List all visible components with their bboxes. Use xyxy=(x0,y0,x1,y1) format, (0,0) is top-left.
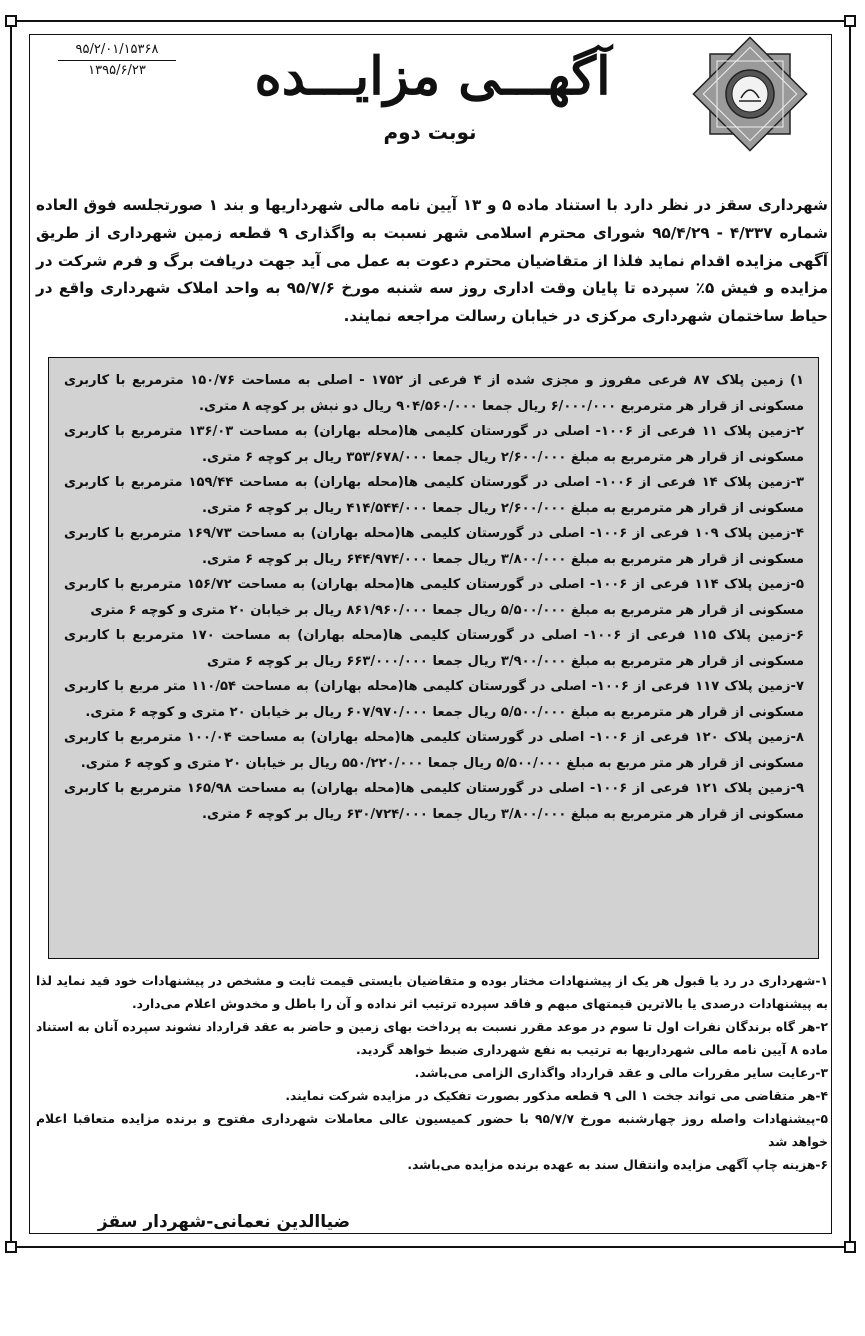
list-item: ۶-زمین پلاک ۱۱۵ فرعی از ۱۰۰۶- اصلی در گورستان کلیمی ها(محله بهاران) به مساحت ۱۷۰ مترمربع با کاربری مسکونی از قرار هر مترمربع به مبلغ ۳/۹۰۰/۰۰۰ ریال جمعا ۶۶۳/۰۰۰/۰۰۰ ریال بر کوچه ۶ متری xyxy=(64,628,804,669)
items-list xyxy=(64,368,804,827)
border-corner-top-right xyxy=(844,15,856,27)
list-item: ۷-زمین پلاک ۱۱۷ فرعی از ۱۰۰۶- اصلی در گورستان کلیمی ها(محله بهاران) به مساحت ۱۱۰/۵۴ متر مربع با کاربری مسکونی از قرار هر مترمربع به مبلغ ۵/۵۰۰/۰۰۰ ریال جمعا ۶۰۷/۹۷۰/۰۰۰ ریال بر خیابان ۲۰ متری و کوچه ۶ متری. xyxy=(64,679,804,720)
condition-item: ۵-پیشنهادات واصله روز چهارشنبه مورخ ۹۵/۷/۷ با حضور کمیسیون عالی معاملات شهرداری مفتوح و برنده مزایده متعاقبا اعلام خواهد شد xyxy=(36,1112,828,1149)
page-title: آگهـــی مزایـــده xyxy=(254,46,611,107)
condition-item: ۱-شهرداری در رد یا قبول هر یک از پیشنهادات مختار بوده و متقاضیان بایستی قیمت ثابت و مشخص در پیشنهادات خود قید نماید لذا به پیشنهادات درصدی یا بالاترین قیمتهای مبهم و فاقد سپرده ترتیب اثر نداده و آن را باطل و مخدوش اعلام می‌دارد. xyxy=(36,974,828,1011)
list-item: ۱) زمین پلاک ۸۷ فرعی مفروز و مجزی شده از ۴ فرعی از ۱۷۵۲ - اصلی به مساحت ۱۵۰/۷۶ مترمربع با کاربری مسکونی از قرار هر مترمربع ۶/۰۰۰/۰۰۰ ریال جمعا ۹۰۴/۵۶۰/۰۰۰ ریال دو نبش بر کوچه ۸ متری. xyxy=(64,373,804,414)
list-item: ۸-زمین پلاک ۱۲۰ فرعی از ۱۰۰۶- اصلی در گورستان کلیمی ها(محله بهاران) به مساحت ۱۰۰/۰۴ مترمربع با کاربری مسکونی از قرار هر متر مربع به مبلغ ۵/۵۰۰/۰۰۰ ریال جمعا ۵۵۰/۲۲۰/۰۰۰ ریال بر خیابان ۲۰ متری و کوچه ۶ متری. xyxy=(64,730,804,771)
condition-item: ۲-هر گاه برندگان نفرات اول تا سوم در موعد مقرر نسبت به پرداخت بهای زمین و حاضر به عقد قرارداد نشوند سپرده آنان به استناد ماده ۸ آیین نامه مالی شهرداریها به ترتیب به نفع شهرداری ضبط خواهد گردید. xyxy=(36,1020,828,1057)
municipality-emblem-icon xyxy=(692,36,808,152)
signature: ضیاالدین نعمانی-شهردار سقز xyxy=(97,1212,350,1232)
list-item: ۴-زمین پلاک ۱۰۹ فرعی از ۱۰۰۶- اصلی در گورستان کلیمی ها(محله بهاران) به مساحت ۱۶۹/۷۳ مترمربع با کاربری مسکونی از قرار هر مترمربع به مبلغ ۳/۸۰۰/۰۰۰ ریال جمعا ۶۴۴/۹۷۴/۰۰۰ ریال بر کوچه ۶ متری. xyxy=(64,526,804,567)
list-item: ۵-زمین پلاک ۱۱۴ فرعی از ۱۰۰۶- اصلی در گورستان کلیمی ها(محله بهاران) به مساحت ۱۵۶/۷۲ مترمربع با کاربری مسکونی از قرار هر مترمربع به مبلغ ۵/۵۰۰/۰۰۰ ریال جمعا ۸۶۱/۹۶۰/۰۰۰ ریال بر خیابان ۲۰ متری و کوچه ۶ متری xyxy=(64,577,804,618)
conditions-list xyxy=(36,970,828,1177)
list-item: ۲-زمین پلاک ۱۱ فرعی از ۱۰۰۶- اصلی در گورستان کلیمی ها(محله بهاران) به مساحت ۱۳۶/۰۳ مترمربع با کاربری مسکونی از قرار هر مترمربع به مبلغ ۲/۶۰۰/۰۰۰ ریال جمعا ۳۵۳/۶۷۸/۰۰۰ ریال بر کوچه ۶ متری. xyxy=(64,424,805,465)
reference-date: ۱۳۹۵/۶/۲۳ xyxy=(88,63,146,78)
border-corner-bottom-right xyxy=(844,1241,856,1253)
border-corner-top-left xyxy=(5,15,17,27)
reference-block xyxy=(58,40,176,80)
intro-paragraph: شهرداری سقز در نظر دارد با استناد ماده ۵ و ۱۳ آیین نامه مالی شهرداریها و بند ۱ صورتجلسه فوق العاده شماره ۴/۳۳۷ - ۹۵/۴/۲۹ شورای محترم اسلامی شهر نسبت به واگذاری ۹ قطعه زمین شهرداری از طریق آگهی مزایده اقدام نماید فلذا از متقاضیان محترم دعوت به عمل می آید جهت دریافت برگ و فرم شرکت در مزایده و فیش ۵٪ سپرده تا پایان وقت اداری روز سه شنبه مورخ ۹۵/۷/۶ به واحد املاک شهرداری واقع در حیاط ساختمان شهرداری مرکزی در خیابان رسالت مراجعه نمایند. xyxy=(36,196,828,326)
list-item: ۳-زمین پلاک ۱۴ فرعی از ۱۰۰۶- اصلی در گورستان کلیمی ها(محله بهاران) به مساحت ۱۵۹/۴۴ مترمربع با کاربری مسکونی از قرار هر مترمربع به مبلغ ۲/۶۰۰/۰۰۰ ریال جمعا ۴۱۴/۵۴۴/۰۰۰ ریال بر کوچه ۶ متری. xyxy=(64,475,805,516)
condition-item: ۴-هر متقاضی می تواند جخت ۱ الی ۹ قطعه مذکور بصورت تفکیک در مزایده شرکت نمایند. xyxy=(285,1089,828,1103)
border-corner-bottom-left xyxy=(5,1241,17,1253)
condition-item: ۳-رعایت سایر مقررات مالی و عقد قرارداد واگذاری الزامی می‌باشد. xyxy=(414,1066,828,1080)
list-item: ۹-زمین پلاک ۱۲۱ فرعی از ۱۰۰۶- اصلی در گورستان کلیمی ها(محله بهاران) به مساحت ۱۶۵/۹۸ مترمربع با کاربری مسکونی از قرار هر مترمربع به مبلغ ۳/۸۰۰/۰۰۰ ریال جمعا ۶۳۰/۷۲۴/۰۰۰ ریال بر کوچه ۶ متری. xyxy=(64,781,804,822)
page-subtitle: نوبت دوم xyxy=(383,120,477,144)
reference-number: ۹۵/۲/۰۱/۱۵۳۶۸ xyxy=(58,40,176,61)
condition-item: ۶-هزینه چاپ آگهی مزایده وانتقال سند به عهده برنده مزایده می‌باشد. xyxy=(407,1158,828,1172)
